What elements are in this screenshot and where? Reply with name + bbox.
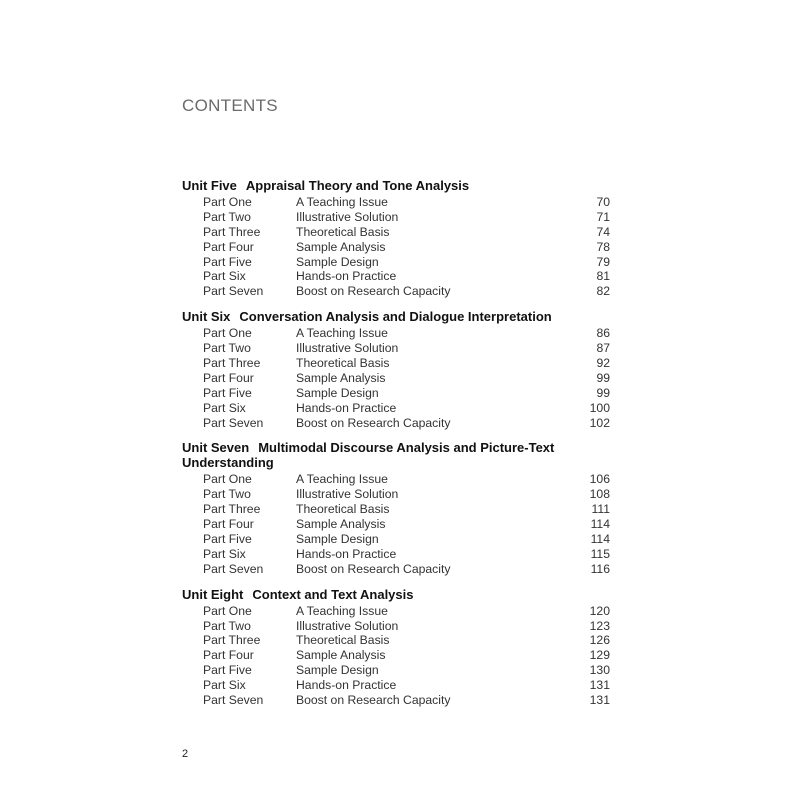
entry-page: 115 bbox=[590, 546, 610, 561]
toc-entry bbox=[182, 371, 610, 386]
entry-page: 126 bbox=[589, 633, 610, 648]
entry-page: 99 bbox=[596, 370, 610, 385]
entry-title: A Teaching Issue bbox=[296, 195, 388, 209]
toc-entry bbox=[182, 502, 610, 517]
entry-title: Sample Analysis bbox=[296, 370, 386, 385]
entry-part: Part Four bbox=[203, 370, 254, 385]
entry-title: A Teaching Issue bbox=[296, 603, 388, 618]
entry-title: Illustrative Solution bbox=[296, 618, 399, 633]
entry-page: 129 bbox=[589, 648, 610, 663]
toc-unit bbox=[182, 309, 610, 430]
entry-title: Hands-on Practice bbox=[296, 269, 397, 284]
entry-page: 130 bbox=[589, 663, 610, 678]
entry-page: 108 bbox=[589, 487, 610, 502]
entry-part: Part Four bbox=[203, 648, 254, 663]
entry-page: 86 bbox=[596, 326, 610, 341]
entry-title: Illustrative Solution bbox=[296, 487, 399, 502]
toc-entry bbox=[182, 195, 610, 210]
unit-heading bbox=[182, 440, 610, 470]
unit-label: Unit Seven bbox=[182, 440, 250, 456]
entry-page: 131 bbox=[589, 693, 610, 708]
entry-part: Part Seven bbox=[203, 561, 264, 576]
entry-part: Part Two bbox=[203, 209, 251, 224]
table-of-contents bbox=[182, 178, 610, 718]
toc-entry bbox=[182, 633, 610, 648]
entry-part: Part Five bbox=[203, 254, 252, 269]
entry-part: Part Six bbox=[203, 546, 246, 561]
toc-entry bbox=[182, 693, 610, 708]
entry-title: Theoretical Basis bbox=[296, 356, 390, 371]
entry-page: 79 bbox=[596, 254, 610, 269]
entry-title: Hands-on Practice bbox=[296, 678, 397, 693]
entry-part: Part One bbox=[203, 603, 252, 618]
entry-page: 70 bbox=[596, 195, 610, 209]
toc-unit bbox=[182, 587, 610, 708]
unit-label: Unit Six bbox=[182, 309, 231, 325]
entry-page: 81 bbox=[596, 269, 610, 284]
entry-page: 87 bbox=[596, 341, 610, 356]
entry-part: Part Six bbox=[203, 269, 246, 284]
entry-part: Part Six bbox=[203, 678, 246, 693]
entry-title: Hands-on Practice bbox=[296, 400, 397, 415]
entry-title: Sample Analysis bbox=[296, 239, 386, 254]
entry-title: Sample Analysis bbox=[296, 648, 386, 663]
entry-part: Part Two bbox=[203, 487, 251, 502]
entry-title: A Teaching Issue bbox=[296, 472, 388, 487]
entry-part: Part Five bbox=[203, 532, 252, 547]
entry-page: 100 bbox=[589, 400, 610, 415]
unit-label: Unit Eight bbox=[182, 586, 244, 602]
entry-title: Illustrative Solution bbox=[296, 209, 399, 224]
toc-entry bbox=[182, 416, 610, 431]
unit-title: Context and Text Analysis bbox=[252, 586, 414, 602]
toc-entry bbox=[182, 240, 610, 255]
entry-part: Part Seven bbox=[203, 693, 264, 708]
entry-part: Part Three bbox=[203, 224, 261, 239]
entry-title: Theoretical Basis bbox=[296, 224, 390, 239]
entry-page: 120 bbox=[589, 603, 610, 618]
toc-entry bbox=[182, 604, 610, 619]
toc-unit bbox=[182, 178, 610, 299]
entry-part: Part One bbox=[203, 472, 252, 487]
entry-page: 102 bbox=[589, 415, 610, 430]
entry-part: Part One bbox=[203, 326, 252, 341]
toc-entry bbox=[182, 386, 610, 401]
toc-entry bbox=[182, 225, 610, 240]
toc-entry bbox=[182, 547, 610, 562]
entry-page: 82 bbox=[596, 284, 610, 299]
toc-entry bbox=[182, 210, 610, 225]
entry-title: Hands-on Practice bbox=[296, 546, 397, 561]
entry-part: Part Seven bbox=[203, 284, 264, 299]
entry-page: 71 bbox=[596, 209, 610, 224]
toc-entry bbox=[182, 532, 610, 547]
toc-entry bbox=[182, 255, 610, 270]
toc-entry bbox=[182, 648, 610, 663]
entry-page: 111 bbox=[591, 502, 610, 517]
entry-title: A Teaching Issue bbox=[296, 326, 388, 341]
toc-entry bbox=[182, 678, 610, 693]
entry-part: Part Four bbox=[203, 239, 254, 254]
toc-entry bbox=[182, 663, 610, 678]
entry-page: 123 bbox=[589, 618, 610, 633]
toc-entry bbox=[182, 326, 610, 341]
entry-page: 74 bbox=[596, 224, 610, 239]
page-number: 2 bbox=[182, 748, 189, 760]
entry-part: Part Two bbox=[203, 618, 251, 633]
unit-title: Conversation Analysis and Dialogue Interpretation bbox=[239, 309, 552, 325]
entry-part: Part Five bbox=[203, 385, 252, 400]
entry-part: Part Four bbox=[203, 517, 254, 532]
unit-heading bbox=[182, 178, 610, 193]
entry-title: Theoretical Basis bbox=[296, 633, 390, 648]
unit-title: Multimodal Discourse Analysis and Picture-Text Understanding bbox=[182, 440, 555, 471]
entry-title: Sample Design bbox=[296, 385, 379, 400]
entry-page: 92 bbox=[596, 356, 610, 371]
entry-page: 78 bbox=[596, 239, 610, 254]
entry-title: Illustrative Solution bbox=[296, 341, 399, 356]
entry-part: Part Three bbox=[203, 356, 261, 371]
unit-heading bbox=[182, 587, 610, 602]
entry-part: Part Five bbox=[203, 663, 252, 678]
entry-title: Sample Design bbox=[296, 532, 379, 547]
entry-title: Boost on Research Capacity bbox=[296, 415, 451, 430]
unit-title: Appraisal Theory and Tone Analysis bbox=[245, 178, 470, 193]
toc-unit bbox=[182, 440, 610, 576]
toc-entry bbox=[182, 401, 610, 416]
toc-entry bbox=[182, 562, 610, 577]
toc-entry bbox=[182, 284, 610, 299]
unit-label: Unit Five bbox=[182, 178, 237, 193]
entry-title: Sample Design bbox=[296, 254, 379, 269]
entry-title: Sample Analysis bbox=[296, 517, 386, 532]
entry-page: 131 bbox=[589, 678, 610, 693]
entry-title: Sample Design bbox=[296, 663, 379, 678]
entry-part: Part Three bbox=[203, 502, 261, 517]
toc-entry bbox=[182, 487, 610, 502]
entry-page: 99 bbox=[596, 385, 610, 400]
entry-title: Boost on Research Capacity bbox=[296, 693, 451, 708]
entry-title: Boost on Research Capacity bbox=[296, 284, 451, 299]
entry-part: Part One bbox=[203, 195, 252, 209]
entry-page: 114 bbox=[590, 517, 610, 532]
toc-entry bbox=[182, 269, 610, 284]
entry-page: 116 bbox=[590, 561, 610, 576]
toc-entry bbox=[182, 356, 610, 371]
page-title: CONTENTS bbox=[182, 96, 278, 115]
unit-heading bbox=[182, 309, 610, 324]
entry-page: 106 bbox=[589, 472, 610, 487]
entry-part: Part Two bbox=[203, 341, 251, 356]
toc-entry bbox=[182, 472, 610, 487]
toc-entry bbox=[182, 619, 610, 634]
toc-entry bbox=[182, 341, 610, 356]
toc-entry bbox=[182, 517, 610, 532]
entry-part: Part Six bbox=[203, 400, 246, 415]
entry-part: Part Three bbox=[203, 633, 261, 648]
entry-page: 114 bbox=[590, 532, 610, 547]
entry-part: Part Seven bbox=[203, 415, 264, 430]
entry-title: Theoretical Basis bbox=[296, 502, 390, 517]
entry-title: Boost on Research Capacity bbox=[296, 561, 451, 576]
